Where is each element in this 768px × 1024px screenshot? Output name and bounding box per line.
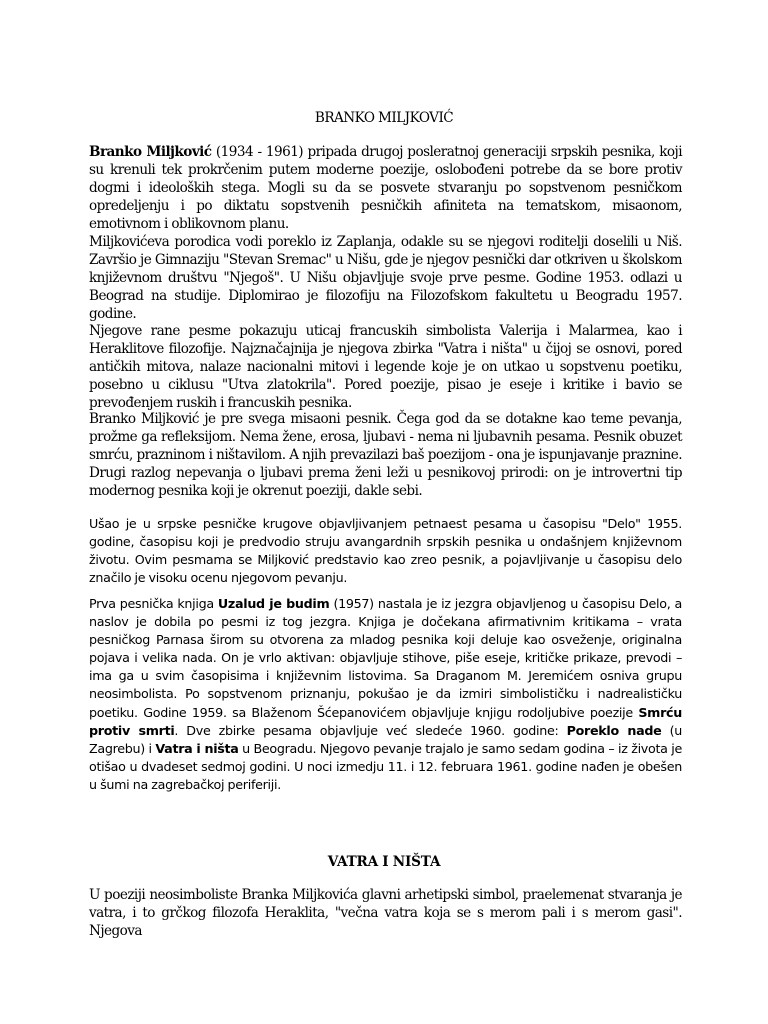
paragraph-biography: Miljkovićeva porodica vodi poreklo iz Zaplanja, odakle su se njegovi roditelji doselili u Niš. Završio je Gimnaziju "Stevan Sremac" u Nišu, gde je njegov pesnički dar otkriven u školskom književnom društvu "Njegoš". U Nišu objavljuje svoje prve pesme. Godine 1953. odlazi u Beograd na studije. Diplomirao je filozofiju na Filozofskom fakultetu u Beogradu 1957. godine. — [89, 234, 682, 323]
paragraph-first-book — [89, 595, 682, 794]
first-book-text-5: u Beogradu. Njegovo pevanje trajalo je samo sedam godina – iz života je otišao u dvadeset sedmoj godini. U noci izmedju 11. i 12. februara 1961. godine nađen je obešen u šumi na zagrebačkoj periferiji. — [89, 740, 682, 792]
paragraph-early-poems: Njegove rane pesme pokazuju uticaj francuskih simbolista Valerija i Malarmea, kao i Heraklitove filozofije. Najznačajnija je njegova zbirka "Vatra i ništa" u čijoj se osnovi, pored antičkih mitova, nalaze nacionalni mitovi i legende koje je on utkao u sopstvenu poetiku, posebno u ciklusu "Utva zlatokrila". Pored poezije, pisao je eseje i kritike i bavio se prevođenjem ruskih i francuskih pesnika. — [89, 323, 682, 412]
author-name: Branko Miljković — [89, 144, 212, 160]
book-title-uzalud-je-budim: Uzalud je budim — [217, 596, 330, 611]
paragraph-delo-magazine: Ušao je u srpske pesničke krugove objavljivanjem petnaest pesama u časopisu "Delo" 1955. godine, časopisu koji je predvodio struju avangardnih srpskih pesnika u ondašnjem književnom životu. Ovim pesmama se Miljković predstavio kao zreo pesnik, a pojavljivanje u časopisu delo značilo je visoku ocenu njegovom pevanju. — [89, 516, 682, 586]
paragraph-fire-symbol: U poeziji neosimboliste Branka Miljkovića glavni arhetipski simbol, praelemenat stvaranja je vatra, i to grčkog filozofa Heraklita, "večna vatra koja se s merom pali i s merom gasi". Njegova — [89, 887, 682, 940]
first-book-text-1: Prva pesnička knjiga — [89, 596, 218, 611]
section-title: VATRA I NIŠTA — [327, 854, 441, 870]
book-title-vatra-i-nista: Vatra i ništa — [155, 740, 239, 756]
first-book-text-2: (1957) nastala je iz jezgra objavljenog u časopisu Delo, a naslov je dobila po pesmi iz tog jezgra. Knjiga je dočekana afirmativnim kritikama – vrata pesničkog Parnasa širom su otvorena za mladog pesnika koji deluje kao osveženje, originalna pojava i velika nada. On je vrlo aktivan: objavljuje stihove, piše eseje, kritičke prikaze, prevodi – ima ga u svim časopisima i književnim listovima. Sa Draganom M. Jeremićem osniva grupu neosimbolista. Po sopstvenom priznanju, pokušao je da izmiri simbolističku i nadrealističku poetiku. Godine 1959. sa Blaženom Šćepanovićem objavljuje knjigu rodoljubive poezije — [89, 596, 682, 720]
first-book-text-3: . Dve zbirke pesama objavljuje već sledeće 1960. godine: — [174, 722, 567, 738]
page-title: BRANKO MILJKOVIĆ — [314, 110, 454, 126]
intro-text: (1934 - 1961) pripada drugoj posleratnoj generaciji srpskih pesnika, koji su krenuli tek prokrčenim putem moderne poezije, oslobođeni potrebe da se bore protiv dogmi i ideoloških stega. Mogli su da se posvete stvaranju po sopstvenom pesničkom opredeljenju i po diktatu sopstvenih pesničkih afiniteta na tematskom, misaonom, emotivnom i oblikovnom planu. — [89, 144, 682, 233]
paragraph-intro — [89, 143, 682, 233]
book-title-smrcu-protiv-smrti: Smrću protiv smrti — [89, 704, 682, 738]
book-title-poreklo-nade: Poreklo nade — [566, 722, 662, 738]
paragraph-reflective-poet: Branko Miljković je pre svega misaoni pesnik. Čega god da se dotakne kao teme pevanja, prožme ga refleksijom. Nema žene, erosa, ljubavi - nema ni ljubavnih pesama. Pesnik obuzet smrću, prazninom i ništavilom. A njih prevazilazi baš poezijom - ona je ispunjavanje praznine. Drugi razlog nepevanja o ljubavi prema ženi leži u pesnikovoj prirodi: on je introvertni tip modernog pesnika koji je okrenut poeziji, dakle sebi. — [89, 411, 682, 500]
first-book-text-4: (u Zagrebu) i — [89, 722, 682, 756]
